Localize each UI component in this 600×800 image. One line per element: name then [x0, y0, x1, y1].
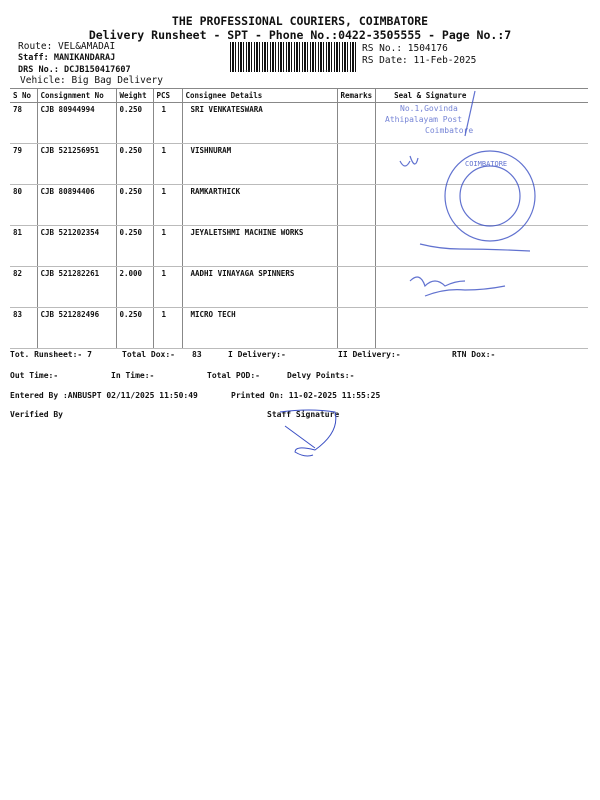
row-consignee: VISHNURAM — [182, 144, 337, 185]
row-sno: 80 — [10, 185, 37, 226]
row-pcs: 1 — [153, 308, 182, 349]
row-weight: 0.250 — [116, 144, 153, 185]
row-consignee: JEYALETSHMI MACHINE WORKS — [182, 226, 337, 267]
barcode — [230, 42, 356, 72]
row-pcs: 1 — [153, 185, 182, 226]
row-sno: 78 — [10, 103, 37, 144]
entered-by: Entered By :ANBUSPT 02/11/2025 11:50:49 — [10, 391, 198, 400]
row-sno: 81 — [10, 226, 37, 267]
col-sno: S No — [10, 89, 37, 103]
row-consignee: AADHI VINAYAGA SPINNERS — [182, 267, 337, 308]
ii-delivery: II Delivery:- — [338, 350, 401, 359]
rtn-dox: RTN Dox:- — [452, 350, 496, 359]
col-consignment: Consignment No — [37, 89, 116, 103]
staff-signature — [270, 408, 350, 458]
col-seal: Seal & Signature — [376, 89, 588, 103]
route: Route: VEL&AMADAI — [18, 41, 116, 52]
in-time: In Time:- — [111, 371, 155, 380]
verified-by: Verified By — [10, 410, 63, 419]
svg-text:Athipalayam Post: Athipalayam Post — [385, 115, 463, 124]
row-pcs: 1 — [153, 103, 182, 144]
out-time: Out Time:- — [10, 371, 59, 380]
printed-on: Printed On: 11-02-2025 11:55:25 — [231, 391, 381, 400]
row-remarks — [337, 144, 376, 185]
i-delivery: I Delivery:- — [228, 350, 286, 359]
row-consignment-no: CJB 521256951 — [37, 144, 116, 185]
stamp-text: COIMBATORE — [465, 160, 508, 168]
row-consignment-no: CJB 521282261 — [37, 267, 116, 308]
staff: Staff: MANIKANDARAJ — [18, 53, 116, 63]
row-sno: 82 — [10, 267, 37, 308]
col-consignee: Consignee Details — [182, 89, 337, 103]
row-weight: 0.250 — [116, 226, 153, 267]
vehicle: Vehicle: Big Bag Delivery — [20, 75, 163, 86]
row-pcs: 1 — [153, 226, 182, 267]
delvy-points: Delvy Points:- — [287, 371, 355, 380]
col-weight: Weight — [116, 89, 153, 103]
row-consignee: MICRO TECH — [182, 308, 337, 349]
row-remarks — [337, 185, 376, 226]
row-consignee: SRI VENKATESWARA — [182, 103, 337, 144]
row-pcs: 1 — [153, 144, 182, 185]
total-dox-label: Total Dox:- — [122, 350, 175, 359]
row-weight: 0.250 — [116, 308, 153, 349]
staff-signature-label: Staff Signature — [267, 410, 340, 419]
row-sno: 79 — [10, 144, 37, 185]
row-consignment-no: CJB 521202354 — [37, 226, 116, 267]
row-remarks — [337, 308, 376, 349]
drs-no: DRS No.: DCJB150417607 — [18, 65, 131, 75]
row-consignment-no: CJB 521282496 — [37, 308, 116, 349]
row-remarks — [337, 267, 376, 308]
row-consignment-no: CJB 80894406 — [37, 185, 116, 226]
col-pcs: PCS — [153, 89, 182, 103]
runsheet-subtitle: Delivery Runsheet - SPT - Phone No.:0422-3505555 - Page No.:7 — [88, 28, 512, 42]
row-consignee: RAMKARTHICK — [182, 185, 337, 226]
row-remarks — [337, 103, 376, 144]
stamp-and-signatures — [380, 86, 590, 346]
rs-no: RS No.: 1504176 — [362, 43, 448, 54]
row-sno: 83 — [10, 308, 37, 349]
row-remarks — [337, 226, 376, 267]
row-pcs: 1 — [153, 267, 182, 308]
row-weight: 2.000 — [116, 267, 153, 308]
row-weight: 0.250 — [116, 185, 153, 226]
svg-text:No.1,Govinda: No.1,Govinda — [400, 104, 458, 113]
total-pod: Total POD:- — [207, 371, 260, 380]
col-remarks: Remarks — [337, 89, 376, 103]
total-dox-value: 83 — [192, 350, 202, 359]
svg-text:Coimbatore: Coimbatore — [425, 126, 474, 135]
row-weight: 0.250 — [116, 103, 153, 144]
tot-runsheet: Tot. Runsheet:- 7 — [10, 350, 92, 359]
company-title: THE PROFESSIONAL COURIERS, COIMBATORE — [171, 14, 429, 28]
row-consignment-no: CJB 80944994 — [37, 103, 116, 144]
rs-date: RS Date: 11-Feb-2025 — [362, 55, 477, 66]
